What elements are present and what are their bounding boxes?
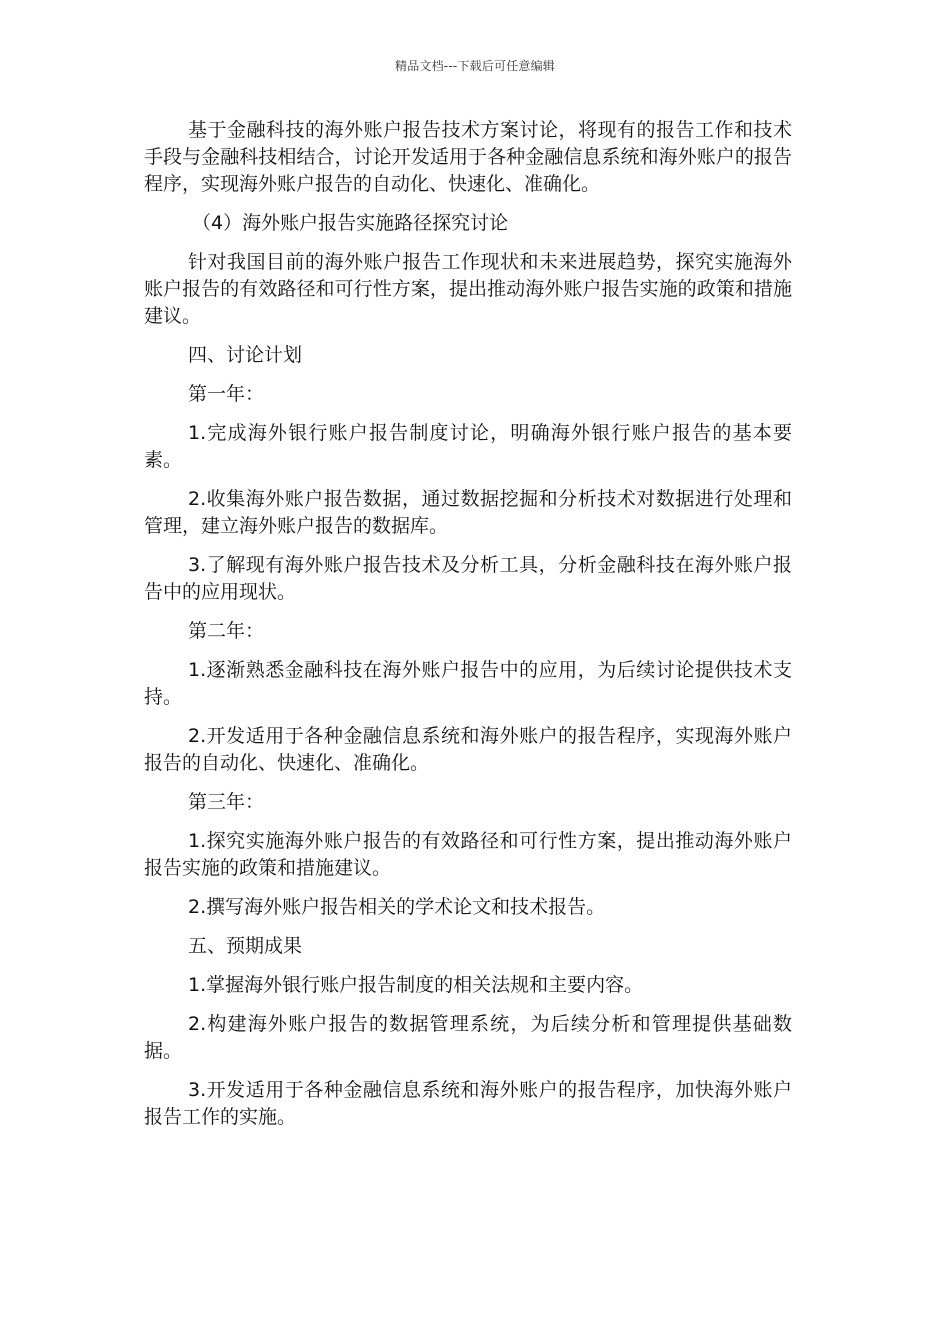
year-one-item-3: 3.了解现有海外账户报告技术及分析工具，分析金融科技在海外账户报告中的应用现状。 [144,554,792,603]
year-one-item-1: 1.完成海外银行账户报告制度讨论，明确海外银行账户报告的基本要素。 [144,422,792,471]
year-three-item-1: 1.探究实施海外账户报告的有效路径和可行性方案，提出推动海外账户报告实施的政策和措施建议。 [144,830,792,879]
year-one-item-2: 2.收集海外账户报告数据，通过数据挖掘和分析技术对数据进行处理和管理，建立海外账户报告的数据库。 [144,488,792,537]
paragraph-implementation-path: 针对我国目前的海外账户报告工作现状和未来进展趋势，探究实施海外账户报告的有效路径和可行性方案，提出推动海外账户报告实施的政策和措施建议。 [144,251,792,327]
year-three-item-2: 2.撰写海外账户报告相关的学术论文和技术报告。 [188,896,606,918]
subheading-implementation-path: （4）海外账户报告实施路径探究讨论 [192,212,509,234]
outcome-item-1: 1.掌握海外银行账户报告制度的相关法规和主要内容。 [188,974,644,996]
outcome-item-3: 3.开发适用于各种金融信息系统和海外账户的报告程序，加快海外账户报告工作的实施。 [144,1079,792,1128]
outcome-item-2: 2.构建海外账户报告的数据管理系统，为后续分析和管理提供基础数据。 [144,1013,792,1062]
year-three-heading: 第三年： [188,791,265,813]
document-body [144,117,792,1143]
year-two-item-2: 2.开发适用于各种金融信息系统和海外账户的报告程序，实现海外账户报告的自动化、快速化、准确化。 [144,725,792,774]
page-header: 精品文档---下载后可任意编辑 [395,59,555,73]
year-two-item-1: 1.逐渐熟悉金融科技在海外账户报告中的应用，为后续讨论提供技术支持。 [144,659,792,708]
section-heading-outcomes: 五、预期成果 [188,935,303,957]
year-one-heading: 第一年： [188,383,265,405]
section-heading-plan: 四、讨论计划 [188,344,303,366]
paragraph-fintech-solution: 基于金融科技的海外账户报告技术方案讨论，将现有的报告工作和技术手段与金融科技相结合，讨论开发适用于各种金融信息系统和海外账户的报告程序，实现海外账户报告的自动化、快速化、准确化。 [144,119,792,195]
year-two-heading: 第二年： [188,620,265,642]
